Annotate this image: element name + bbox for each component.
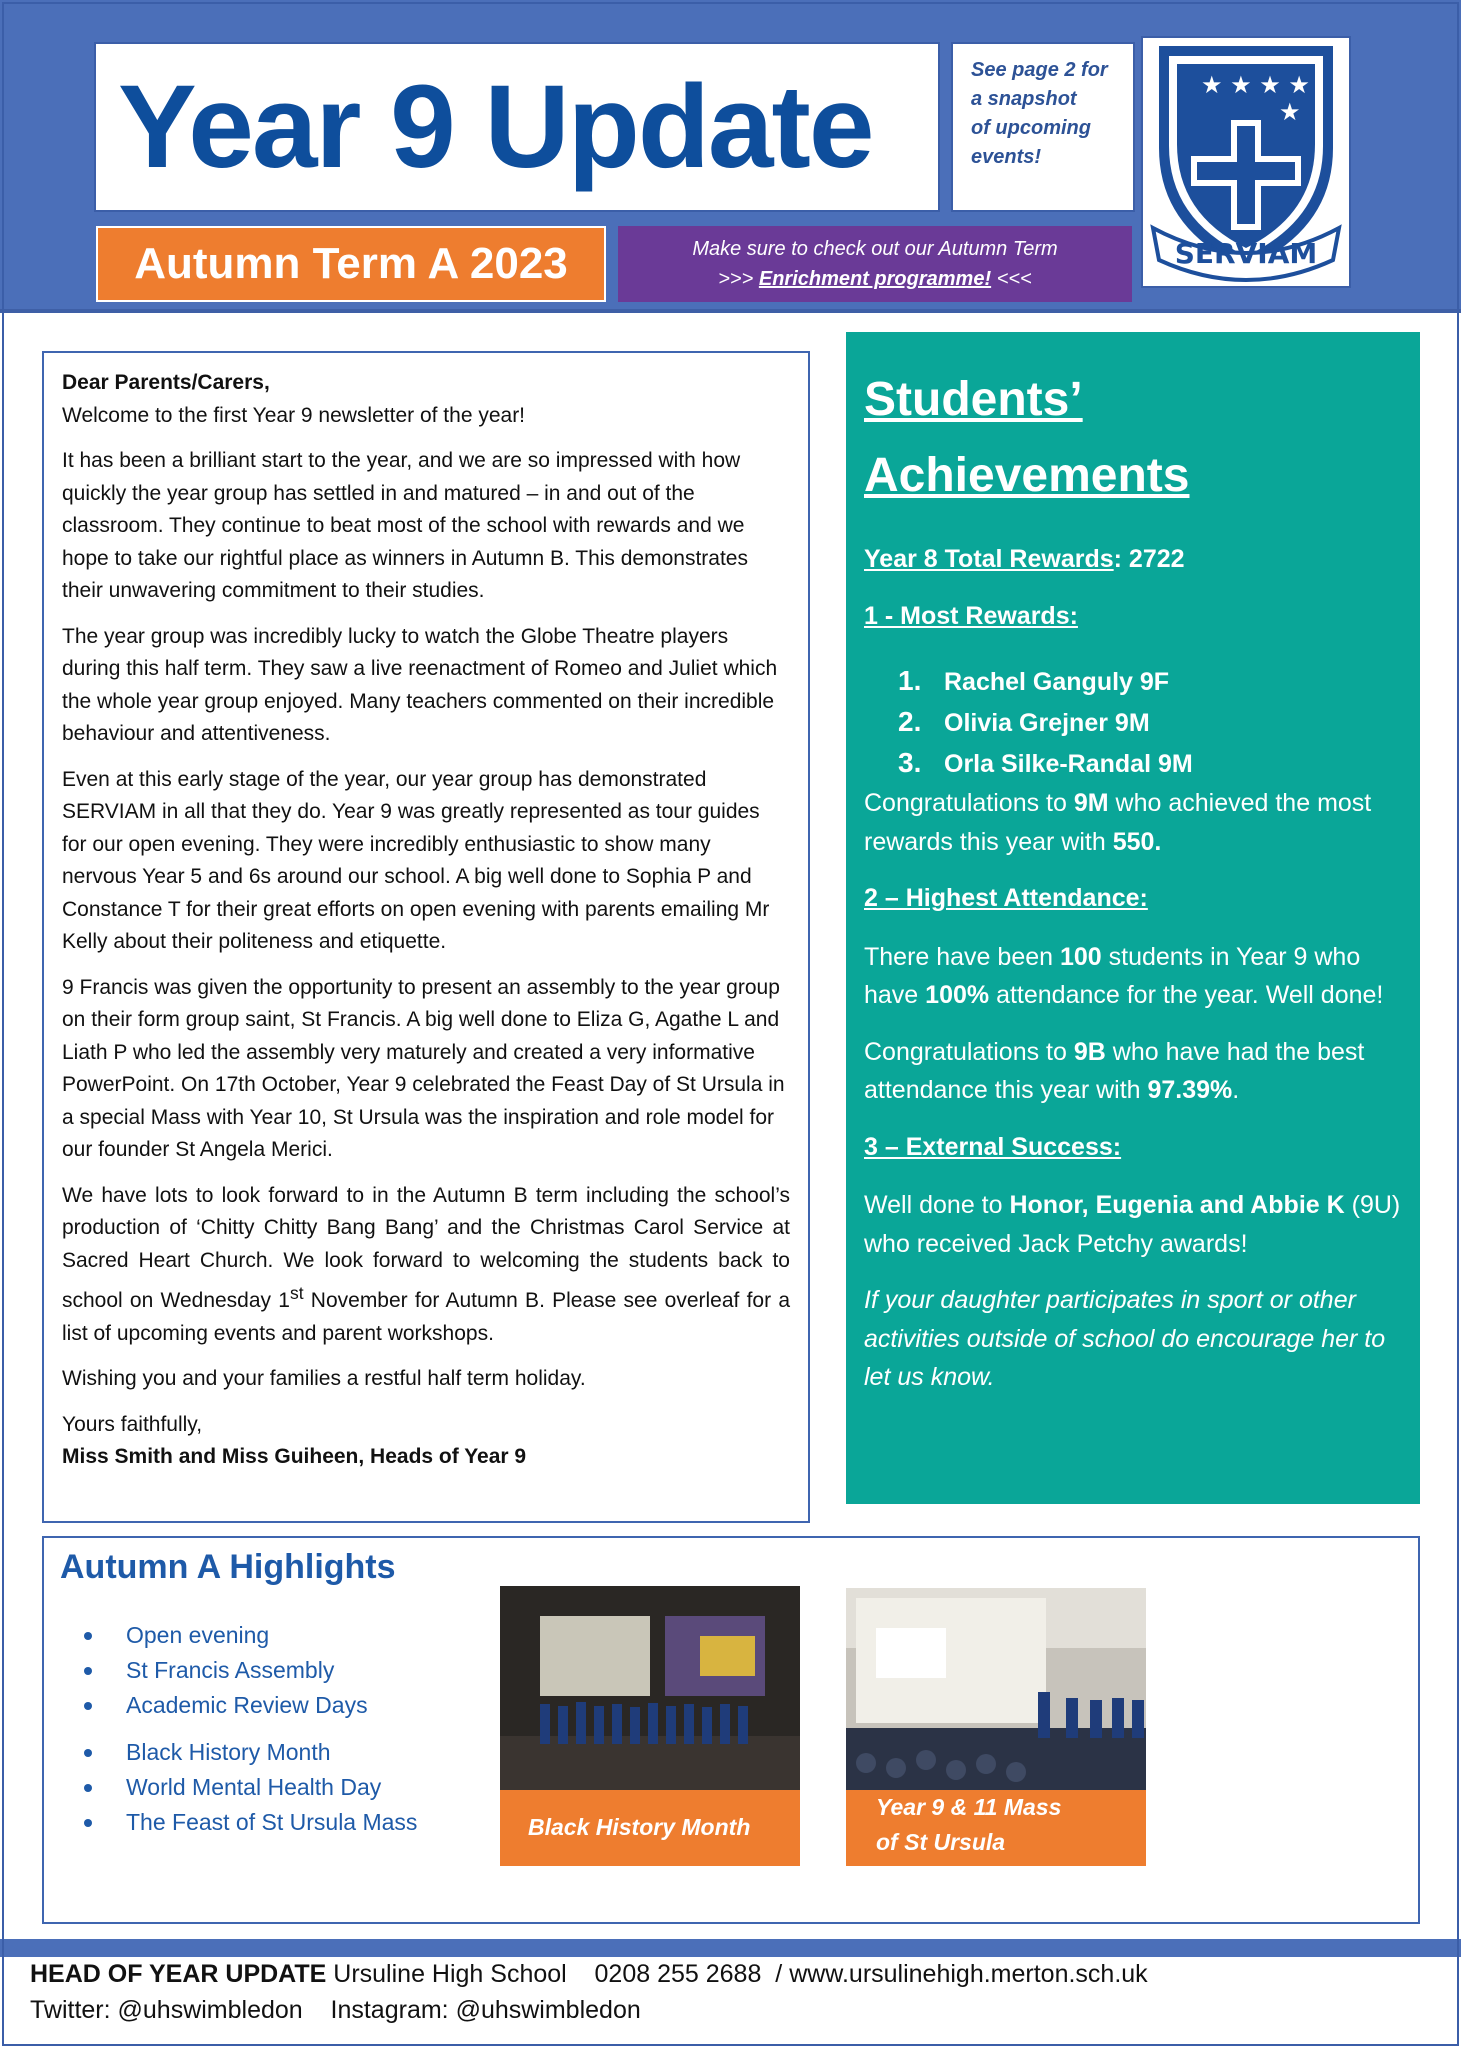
letter-paragraph: 9 Francis was given the opportunity to present an assembly to the year group on their form group saint, St Francis. A big well done to Eliza G, Agathe L and Liath P who led the assembly very maturely and created a very informative PowerPoint. On 17th October, Year 9 celebrated the Feast Day of St Ursula in a special Mass with Year 10, St Ursula was the inspiration and role model for our founder St Angela Merici. [62,975,785,1161]
footer-contact: HEAD OF YEAR UPDATE Ursuline High School 0208 255 2688 / www.ursulinehigh.merton.sch.uk [30,1960,1148,1988]
enrichment-link[interactable]: Enrichment programme! [758,268,992,290]
enrichment-link-line: >>> Enrichment programme! <<< [718,268,1032,290]
note-line: events! [971,146,1042,168]
best-attendance-text: Congratulations to 9B who have had the best attendance this year with 97.39%. [864,1037,1365,1104]
highlights-title: Autumn A Highlights [60,1548,396,1586]
svg-text:★: ★ [1279,98,1301,126]
note-line: See page 2 for [971,59,1108,81]
letter-signoff: Yours faithfully, [62,1412,203,1436]
letter-paragraph: Wishing you and your families a restful half term holiday. [62,1367,586,1390]
black-history-month-caption: Black History Month [500,1790,800,1866]
website-link[interactable]: www.ursulinehigh.merton.sch.uk [789,1960,1148,1988]
letter-greeting: Dear Parents/Carers, [62,371,270,394]
term-label: Autumn Term A 2023 [134,239,568,288]
letter-paragraph: We have lots to look forward to in the Autumn B term including the school’s production of ‘Chitty Chitty Bang Bang’ and the Christmas Carol Service at Sacred Heart Church. We look forward to welcoming the students back to school on Wednesday 1st November for Autumn B. Please see overleaf for a list of upcoming events and parent workshops. [62,1183,790,1345]
twitter-handle: Twitter: @uhswimbledon [30,1996,303,2024]
attendance-text: There have been 100 students in Year 9 who have 100% attendance for the year. Well done! [864,942,1384,1009]
letter-paragraph: The year group was incredibly lucky to watch the Globe Theatre players during this half term. They saw a live reenactment of Romeo and Juliet which the whole year group enjoyed. Many teachers commented on their incredible behaviour and attentiveness. [62,624,778,745]
letter-paragraph: It has been a brilliant start to the year, and we are so impressed with how quickly the year group has settled in and matured – in and out of the classroom. They continue to beat most of the school with rewards and we hope to take our rightful place as winners in Autumn B. This demonstrates their unwavering commitment to their studies. [62,449,748,602]
list-item: 1. Rachel Ganguly 9F [898,665,1170,696]
list-item: 3. Orla Silke-Randal 9M [898,747,1193,778]
letter-welcome: Welcome to the first Year 9 newsletter of the year! [62,403,526,427]
list-item: Open evening [84,1618,417,1653]
list-item: The Feast of St Ursula Mass [84,1805,417,1840]
list-item: Black History Month [84,1735,417,1770]
letter-signature: Miss Smith and Miss Guiheen, Heads of Year 9 [62,1445,527,1468]
letter-paragraph: Even at this early stage of the year, our year group has demonstrated SERVIAM in all that they do. Year 9 was greatly represented as tour guides for our open evening. They were incredibly enthusiastic to show many nervous Year 5 and 6s around our school. A big well done to Sophia P and Constance T for their great efforts on open evening with parents emailing Mr Kelly about their politeness and etiquette. [62,767,770,953]
list-item: St Francis Assembly [84,1653,417,1688]
total-rewards: Year 8 Total Rewards: 2722 [864,545,1185,573]
svg-text:★ ★ ★ ★: ★ ★ ★ ★ [1201,71,1310,99]
list-item: 2. Olivia Grejner 9M [898,706,1150,737]
instagram-handle: Instagram: @uhswimbledon [330,1996,641,2024]
rewards-congrats: Congratulations to 9M who achieved the most rewards this year with 550. [864,789,1372,856]
svg-text:SERVIAM: SERVIAM [1174,237,1318,270]
note-line: of upcoming [971,117,1091,139]
enrichment-text: Make sure to check out our Autumn Term [692,238,1058,260]
st-ursula-mass-caption: Year 9 & 11 Mass of St Ursula [846,1790,1146,1866]
external-success-heading: 3 – External Success: [864,1132,1122,1161]
most-rewards-heading: 1 - Most Rewards: [864,601,1078,630]
page-frame [2,2,1459,2046]
list-item: World Mental Health Day [84,1770,417,1805]
list-item: Academic Review Days [84,1688,417,1723]
note-line: a snapshot [971,88,1077,110]
achievements-title: Students’ Achievements [864,373,1190,502]
external-success-text: Well done to Honor, Eugenia and Abbie K (9U) who received Jack Petchy awards! [864,1191,1401,1258]
encourage-note: If your daughter participates in sport or other activities outside of school do encourage her to let us know. [864,1286,1386,1391]
page-title: Year 9 Update [118,61,873,193]
attendance-heading: 2 – Highest Attendance: [864,884,1148,912]
